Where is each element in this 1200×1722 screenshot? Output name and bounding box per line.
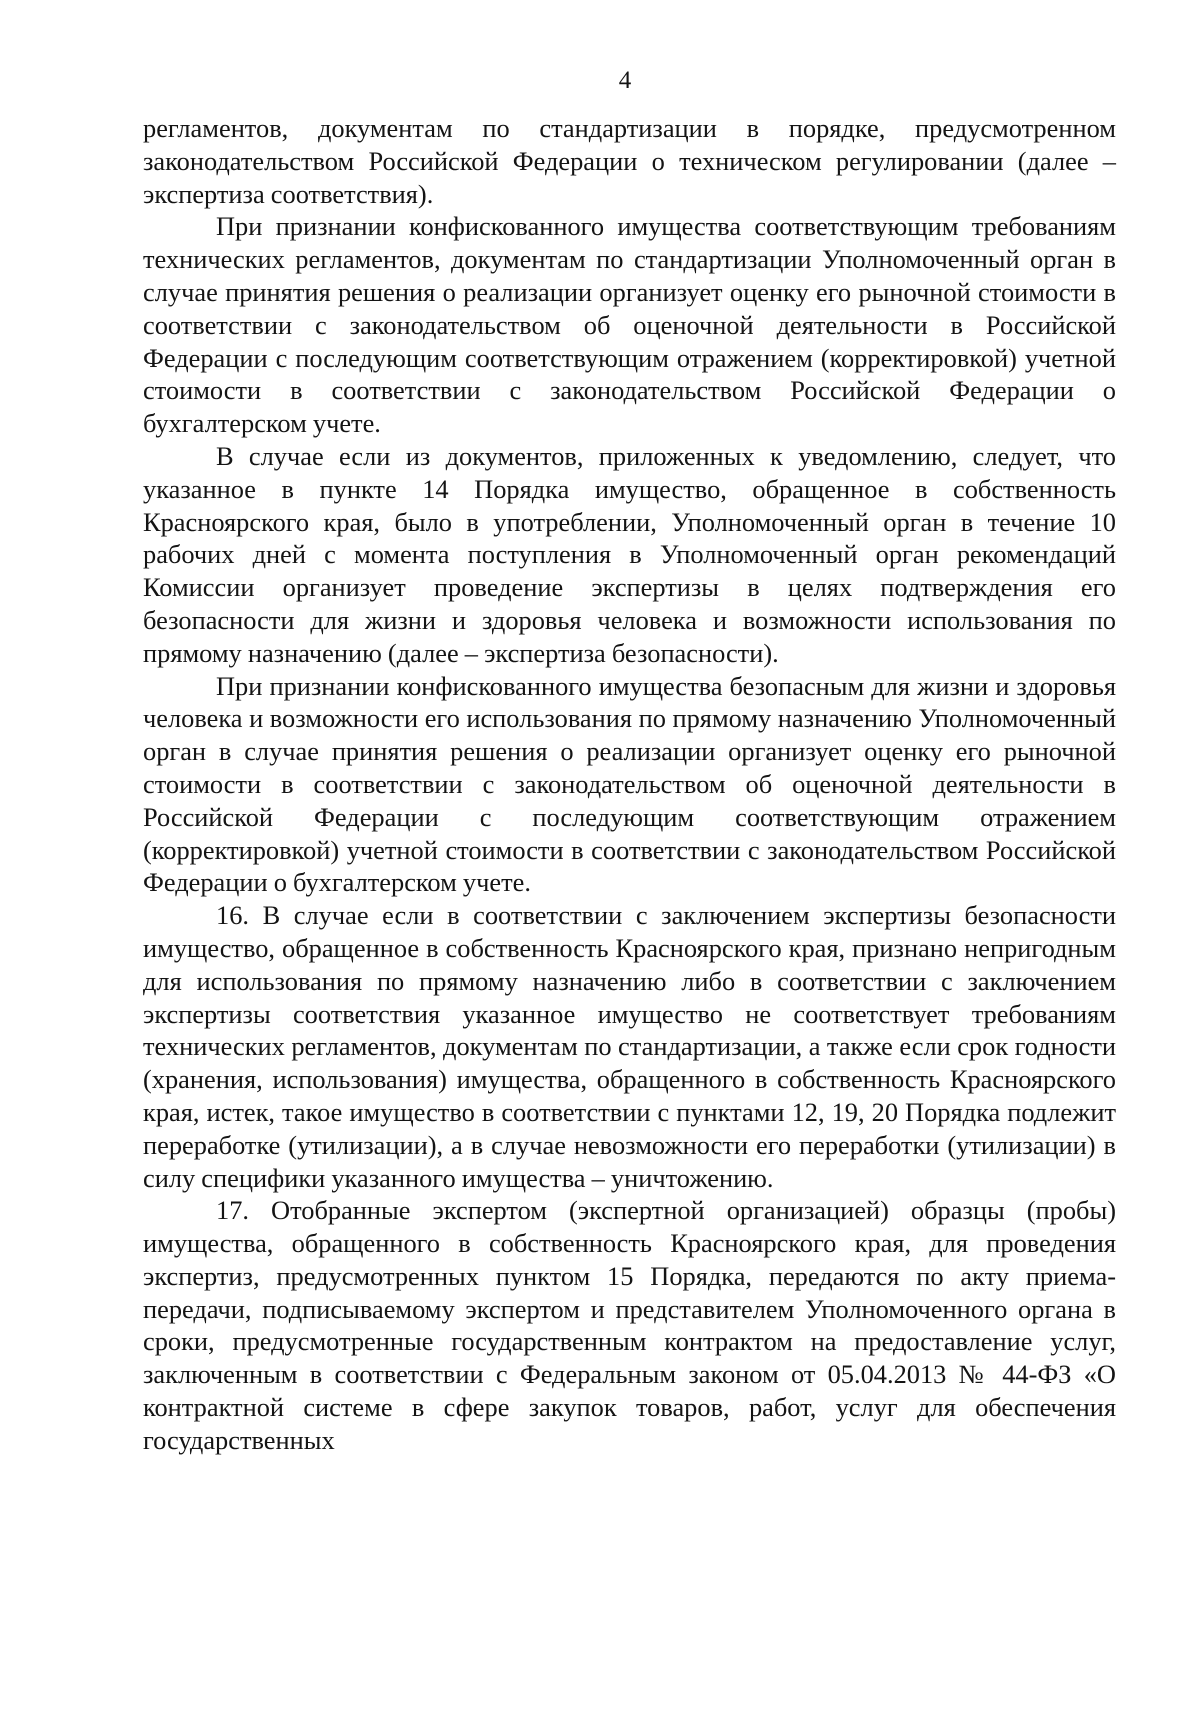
paragraph-compliance-valuation: При признании конфискованного имущества соответствующим требованиям технических регламентов, документам по стандартизации Уполномоченный орган в случае принятия решения о реализации организует оценку его рыночной стоимости в соответствии с законодательством об оценочной деятельности в Российской Федерации с последующим соответствующим отражением (корректировкой) учетной стоимости в соответствии с законодательством Российской Федерации о бухгалтерском учете. [143, 211, 1116, 439]
paragraph-used-property-expertise: В случае если из документов, приложенных к уведомлению, следует, что указанное в пункте 14 Порядка имущество, обращенное в собственность Красноярского края, было в употреблении, Уполномоченный орган в течение 10 рабочих дней с момента поступления в Уполномоченный орган рекомендаций Комиссии организует проведение экспертизы в целях подтверждения его безопасности для жизни и здоровья человека и возможности использования по прямому назначению (далее – экспертиза безопасности). [143, 440, 1116, 668]
paragraph-safety-valuation: При признании конфискованного имущества безопасным для жизни и здоровья человека и возможности его использования по прямому назначению Уполномоченный орган в случае принятия решения о реализации организует оценку его рыночной стоимости в соответствии с законодательством об оценочной деятельности в Российской Федерации с последующим соответствующим отражением (корректировкой) учетной стоимости в соответствии с законодательством Российской Федерации о бухгалтерском учете. [143, 670, 1116, 898]
document-body [143, 112, 1116, 1457]
paragraph-item-16: 16. В случае если в соответствии с заключением экспертизы безопасности имущество, обращенное в собственность Красноярского края, признано непригодным для использования по прямому назначению либо в соответствии с заключением экспертизы соответствия указанное имущество не соответствует требованиям технических регламентов, документам по стандартизации, а также если срок годности (хранения, использования) имущества, обращенного в собственность Красноярского края, истек, такое имущество в соответствии с пунктами 12, 19, 20 Порядка подлежит переработке (утилизации), а в случае невозможности его переработки (утилизации) в силу специфики указанного имущества – уничтожению. [143, 900, 1116, 1193]
paragraph-continuation: регламентов, документам по стандартизации в порядке, предусмотренном законодательством Российской Федерации о техническом регулировании (далее – экспертиза соответствия). [143, 113, 1116, 209]
paragraph-item-17: 17. Отобранные экспертом (экспертной организацией) образцы (пробы) имущества, обращенного в собственность Красноярского края, для проведения экспертиз, предусмотренных пунктом 15 Порядка, передаются по акту приема-передачи, подписываемому экспертом и представителем Уполномоченного органа в сроки, предусмотренные государственным контрактом на предоставление услуг, заключенным в соответствии с Федеральным законом от 05.04.2013 № 44-ФЗ «О контрактной системе в сфере закупок товаров, работ, услуг для обеспечения государственных [143, 1195, 1116, 1455]
page-number: 4 [618, 67, 632, 94]
